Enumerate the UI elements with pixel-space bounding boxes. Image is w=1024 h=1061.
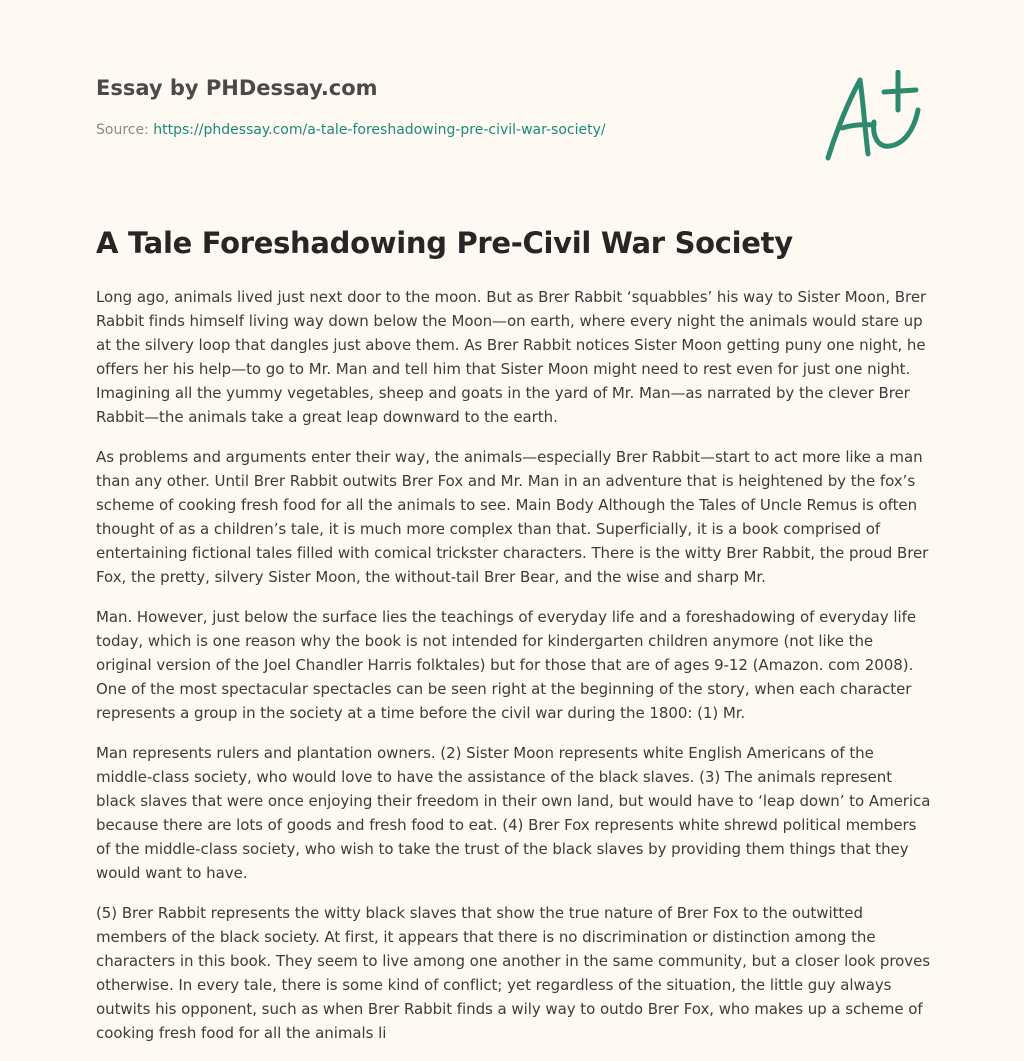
essay-title: A Tale Foreshadowing Pre-Civil War Society — [96, 226, 793, 260]
brand-title: Essay by PHDessay.com — [96, 76, 378, 100]
paragraph: As problems and arguments enter their way, the animals—especially Brer Rabbit—start to act more like a man than any other. Until Brer Rabbit outwits Brer Fox and Mr. Man in an adventure that is heightened by the fox’s scheme of cooking fresh food for all the animals to see. Main Body Although the Tales of Uncle Remus is often thought of as a children’s tale, it is much more complex than that. Superficially, it is a book comprised of entertaining fictional tales filled with comical trickster characters. There is the witty Brer Rabbit, the proud Brer Fox, the pretty, silvery Sister Moon, the without-tail Brer Bear, and the wise and sharp Mr. — [96, 448, 929, 586]
paragraph: Man. However, just below the surface lies the teachings of everyday life and a foreshadowing of everyday life today, which is one reason why the book is not intended for kindergarten children anymore (not like the original version of the Joel Chandler Harris folktales) but for those that are of ages 9-12 (Amazon. com 2008). One of the most spectacular spectacles can be seen right at the beginning of the story, when each character represents a group in the society at a time before the civil war during the 1800: (1) Mr. — [96, 608, 917, 722]
paragraph: Man represents rulers and plantation owners. (2) Sister Moon represents white English Americans of the middle-class society, who would love to have the assistance of the black slaves. (3) The animals represent black slaves that were once enjoying their freedom in their own land, but would have to ‘leap down’ to America because there are lots of goods and fresh food to eat. (4) Brer Fox represents white shrewd political members of the middle-class society, who wish to take the trust of the black slaves by providing them things that they would want to have. — [96, 744, 931, 882]
paragraph: Long ago, animals lived just next door to the moon. But as Brer Rabbit ‘squabbles’ his way to Sister Moon, Brer Rabbit finds himself living way down below the Moon—on earth, where every night the animals would stare up at the silvery loop that dangles just above them. As Brer Rabbit notices Sister Moon getting puny one night, he offers her his help—to go to Mr. Man and tell him that Sister Moon might need to rest even for just one night. Imagining all the yummy vegetables, sheep and goats in the yard of Mr. Man—as narrated by the clever Brer Rabbit—the animals take a great leap downward to the earth. — [96, 288, 927, 426]
source-label: Source: — [96, 122, 149, 138]
source-line — [96, 122, 796, 138]
paragraph: (5) Brer Rabbit represents the witty black slaves that show the true nature of Brer Fox to the outwitted members of the black society. At first, it appears that there is no discrimination or distinction among the characters in this book. They seem to live among one another in the same community, but a closer look proves otherwise. In every tale, there is some kind of conflict; yet regardless of the situation, the little guy always outwits his opponent, such as when Brer Rabbit finds a wily way to outdo Brer Fox, who makes up a scheme of cooking fresh food for all the animals li — [96, 904, 931, 1042]
source-link[interactable]: https://phdessay.com/a-tale-foreshadowing-pre-civil-war-society/ — [153, 122, 606, 138]
document-header — [96, 76, 796, 138]
essay-body — [96, 285, 932, 1061]
a-plus-grade-icon — [822, 70, 926, 164]
